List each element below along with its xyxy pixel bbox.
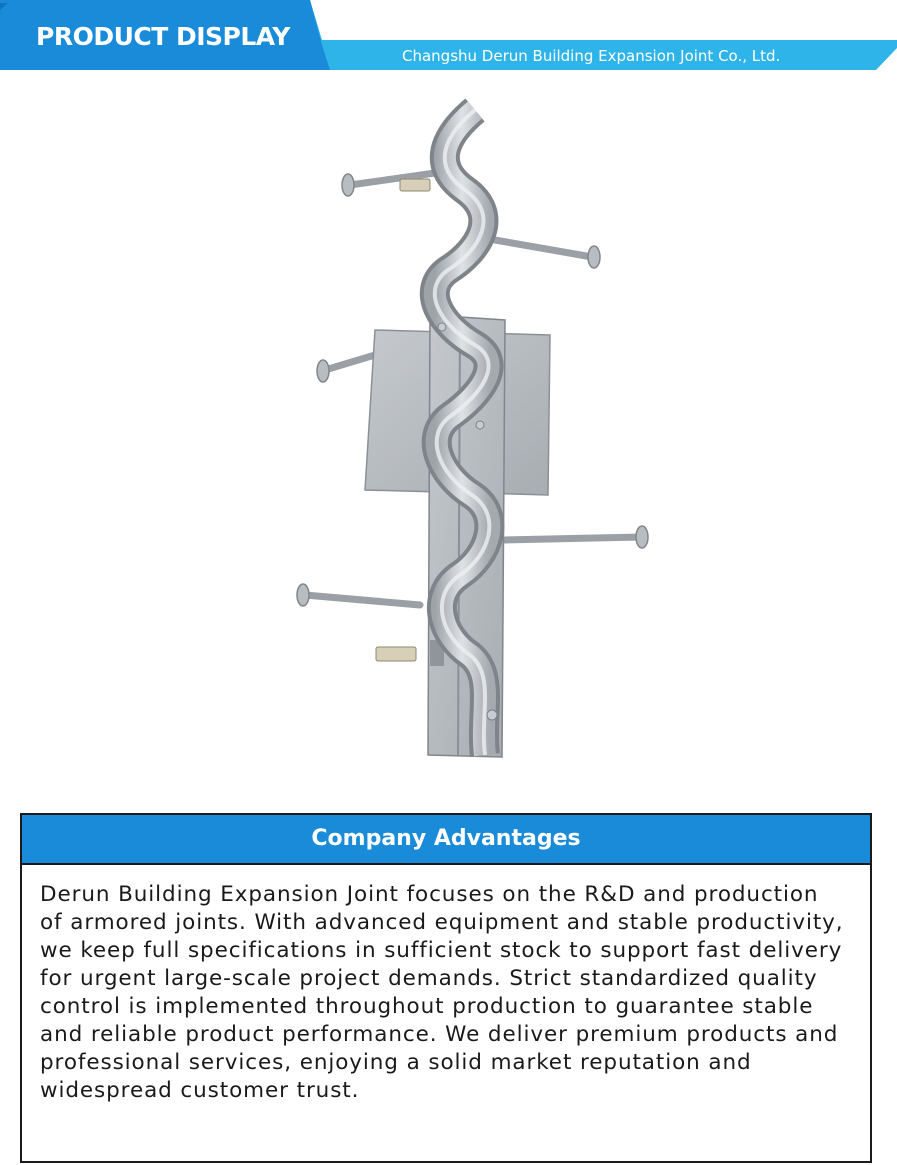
armored-expansion-joint-image — [280, 95, 680, 775]
advantages-body: Derun Building Expansion Joint focuses on the R&D and production of armored joints. With advanced equipment and stable productivity, we keep full specifications in sufficient stock to support fast delivery for urgent large-scale project demands. Strict standardized quality control is implemented throughout production to guarantee stable and reliable product performance. We deliver premium products and professional services, enjoying a solid market reputation and widespread customer trust. — [40, 882, 844, 1103]
company-advantages-panel — [20, 813, 872, 1163]
company-name: Changshu Derun Building Expansion Joint Co., Ltd. — [402, 47, 781, 65]
advantages-title: Company Advantages — [22, 815, 870, 865]
header-banner — [0, 0, 897, 80]
page-title: PRODUCT DISPLAY — [36, 22, 290, 51]
